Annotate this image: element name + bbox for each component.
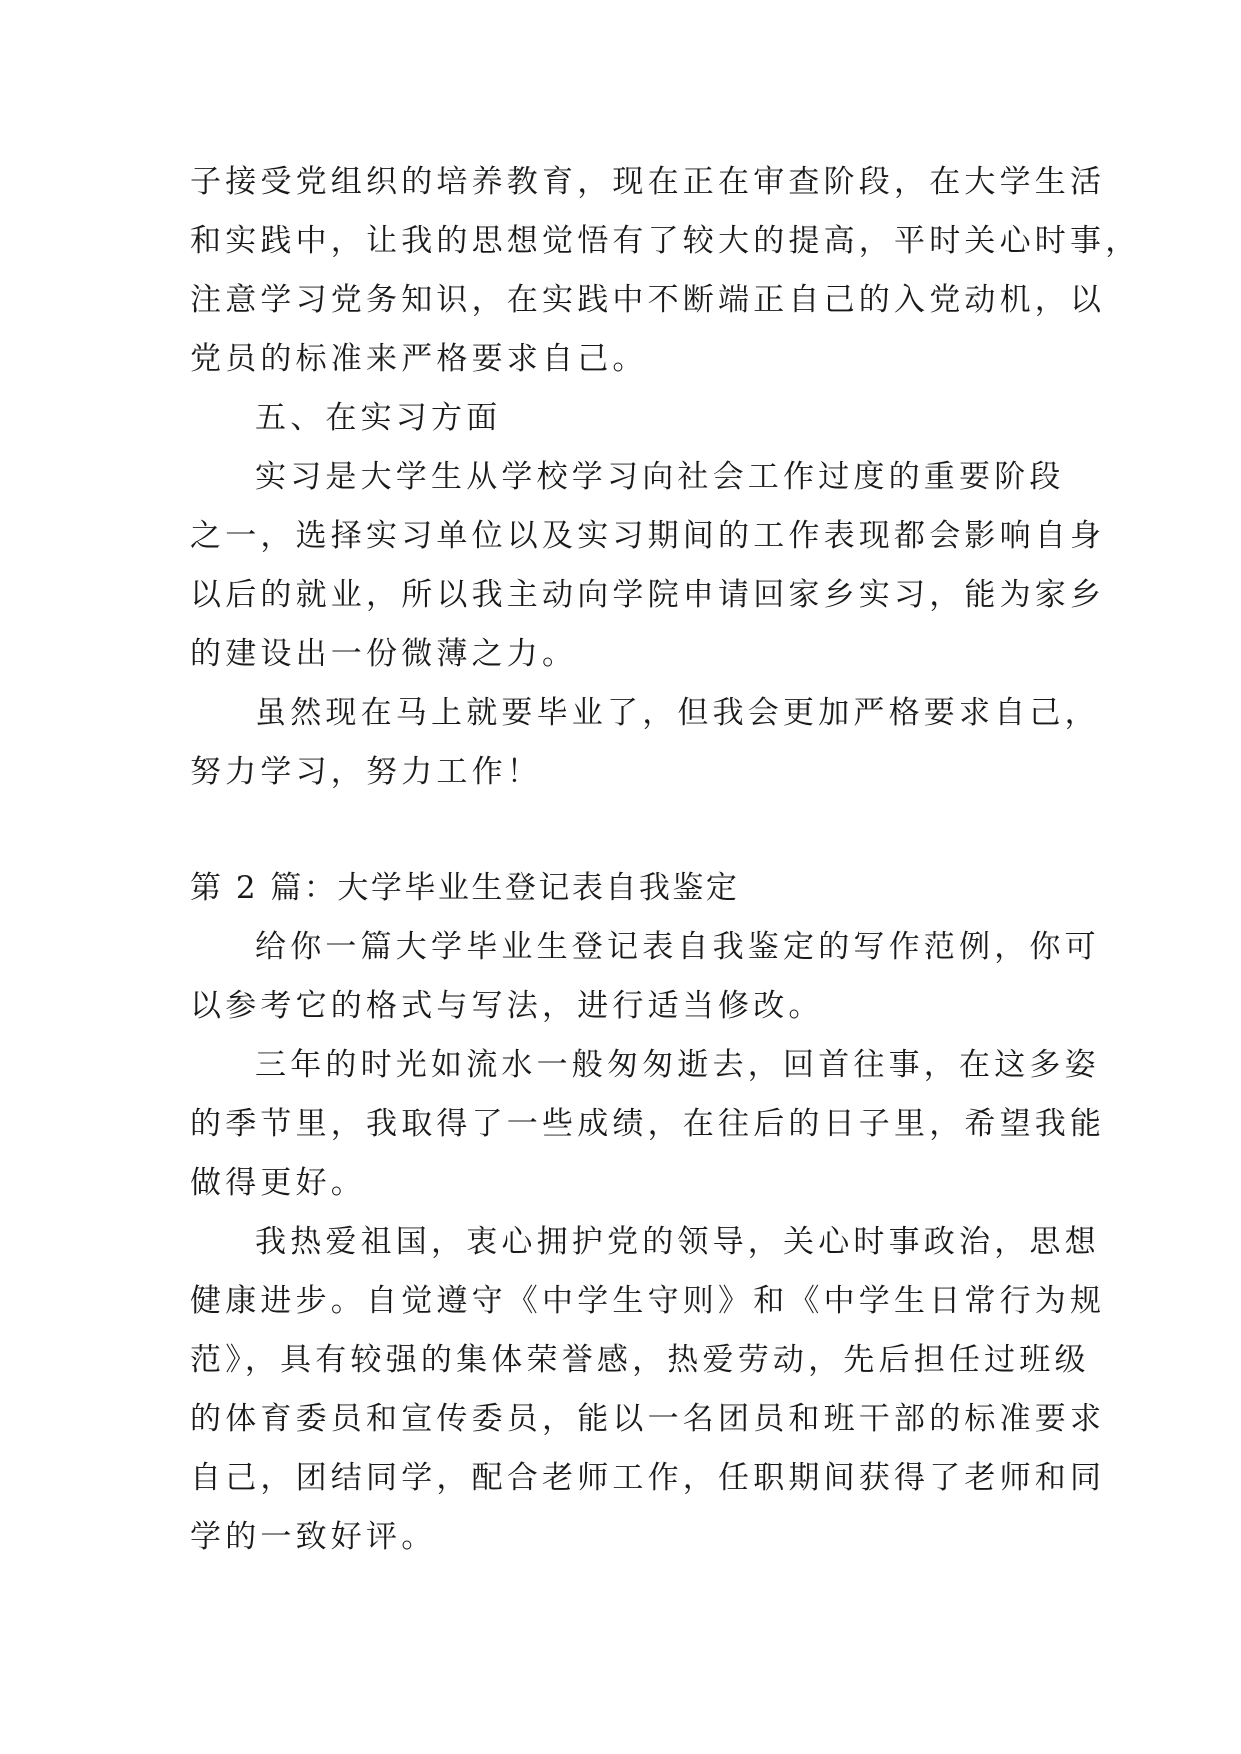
paragraph-line: 学的一致好评。 [190, 1519, 437, 1555]
paragraph-line: 我热爱祖国，衷心拥护党的领导，关心时事政治，思想 [255, 1224, 1100, 1260]
paragraph-line: 虽然现在马上就要毕业了，但我会更加严格要求自己， [255, 695, 1100, 731]
paragraph-line: 党员的标准来严格要求自己。 [190, 341, 648, 377]
paragraph-line: 和实践中，让我的思想觉悟有了较大的提高，平时关心时事， [190, 223, 1141, 259]
paragraph-line: 子接受党组织的培养教育，现在正在审查阶段，在大学生活 [190, 164, 1106, 200]
section-heading: 五、在实习方面 [255, 400, 502, 436]
paragraph-line: 努力学习，努力工作！ [190, 754, 542, 790]
paragraph-line: 自己，团结同学，配合老师工作，任职期间获得了老师和同 [190, 1460, 1106, 1496]
paragraph-line: 之一，选择实习单位以及实习期间的工作表现都会影响自身 [190, 518, 1106, 554]
paragraph-line: 以参考它的格式与写法，进行适当修改。 [190, 988, 824, 1024]
article-title: 第 2 篇：大学毕业生登记表自我鉴定 [190, 870, 740, 906]
paragraph-line: 的体育委员和宣传委员，能以一名团员和班干部的标准要求 [190, 1401, 1106, 1437]
paragraph-line: 以后的就业，所以我主动向学院申请回家乡实习，能为家乡 [190, 577, 1106, 613]
paragraph-line: 三年的时光如流水一般匆匆逝去，回首往事，在这多姿 [255, 1047, 1100, 1083]
paragraph-line: 的季节里，我取得了一些成绩，在往后的日子里，希望我能 [190, 1106, 1106, 1142]
paragraph-line: 健康进步。自觉遵守《中学生守则》和《中学生日常行为规 [190, 1283, 1106, 1319]
paragraph-line: 的建设出一份微薄之力。 [190, 636, 578, 672]
paragraph-line: 注意学习党务知识，在实践中不断端正自己的入党动机，以 [190, 282, 1106, 318]
paragraph-line: 给你一篇大学毕业生登记表自我鉴定的写作范例，你可 [255, 929, 1100, 965]
paragraph-line: 实习是大学生从学校学习向社会工作过度的重要阶段 [255, 459, 1065, 495]
paragraph-line: 范》，具有较强的集体荣誉感，热爱劳动，先后担任过班级 [190, 1342, 1090, 1378]
paragraph-line: 做得更好。 [190, 1165, 366, 1201]
